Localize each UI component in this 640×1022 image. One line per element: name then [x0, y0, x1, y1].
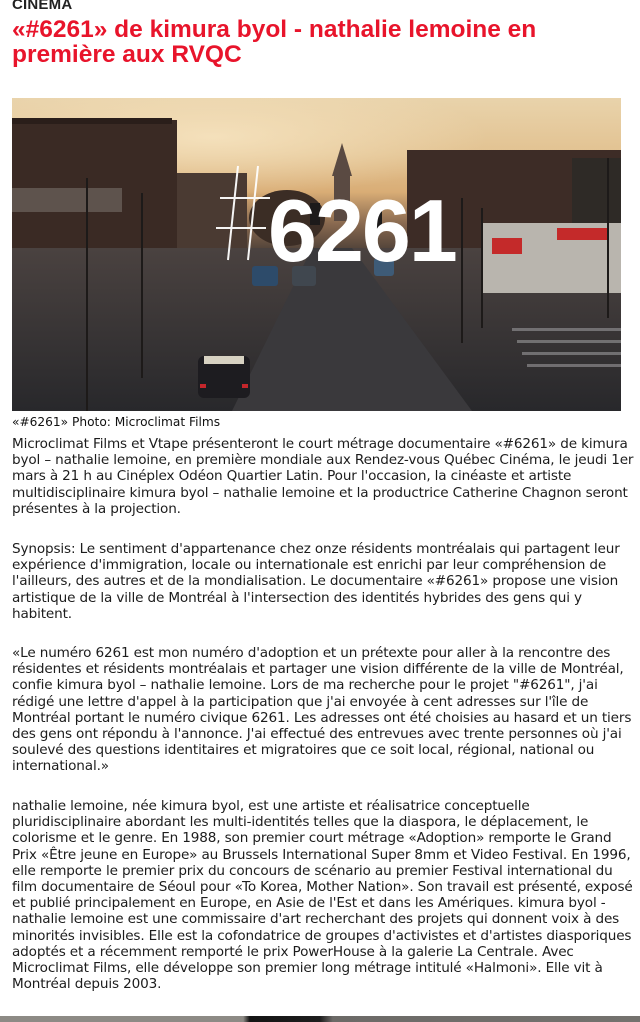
next-section-edge	[0, 1016, 640, 1022]
paragraph-biography: nathalie lemoine, née kimura byol, est une artiste et réalisatrice conceptuelle pluridisciplinaire abordant les multi-identités telles que la diaspora, le déplacement, le colorisme et le genre. En 1988, son premier court métrage «Adoption» remporte le Grand Prix «Être jeune en Europe» au Brussels International Super 8mm et Video Festival. En 1996, elle remporte le premier prix du concours de scénario au premier Festival international du film documentaire de Séoul pour «To Korea, Mother Nation». Son travail est présenté, exposé et publié principalement en Europe, en Asie de l'Est et dans les Amériques. kimura byol - nathalie lemoine est une commissaire d'art recherchant des projets qui donnent voix à des minorités invisibles. Elle est la cofondatrice de groupes d'activistes et d'artistes diasporiques adoptés et a récemment remporté le prix PowerHouse à la galerie La Centrale. Avec Microclimat Films, elle développe son premier long métrage intitulé «Halmoni». Elle vit à Montréal depuis 2003.	[12, 798, 633, 993]
article-photo[interactable]	[12, 98, 621, 411]
paragraph-quote: «Le numéro 6261 est mon numéro d'adoption et un prétexte pour aller à la rencontre des résidentes et résidents montréalais et partager une vision différente de la ville de Montréal, confie kimura byol – nathalie lemoine. Lors de ma recherche pour le projet "#6261", j'ai rédigé une lettre d'appel à la participation que j'ai envoyée à cent adresses sur l'île de Montréal portant le numéro civique 6261. Les adresses ont été choisies au hasard et un tiers des gens ont répondu à l'annonce. J'ai effectué des entrevues avec trente personnes où j'ai soulevé des questions identitaires et migratoires que ce soit local, régional, national ou international.»	[12, 645, 632, 775]
photo-caption: «#6261» Photo: Microclimat Films	[12, 415, 221, 429]
category-label[interactable]: CINEMA	[12, 0, 73, 13]
paragraph-synopsis: Synopsis: Le sentiment d'appartenance chez onze résidents montréalais qui partagent leur expérience d'immigration, locale ou internationale est enrichi par leur compréhension de l'ailleurs, des autres et de la mondialisation. Le documentaire «#6261» propose une vision artistique de la ville de Montréal à l'intersection des identités hybrides des gens qui y habitent.	[12, 541, 620, 622]
article-title: «#6261» de kimura byol - nathalie lemoine en première aux RVQC	[12, 16, 537, 68]
paragraph-intro: Microclimat Films et Vtape présenteront le court métrage documentaire «#6261» de kimura byol – nathalie lemoine, en première mondiale aux Rendez-vous Québec Cinéma, le jeudi 1er mars à 21 h au Cinéplex Odéon Quartier Latin. Pour l'occasion, la cinéaste et artiste multidisciplinaire kimura byol – nathalie lemoine et la productrice Catherine Chagnon seront présentes à la projection.	[12, 436, 634, 517]
photo-overlay-text: 6261	[268, 181, 456, 280]
